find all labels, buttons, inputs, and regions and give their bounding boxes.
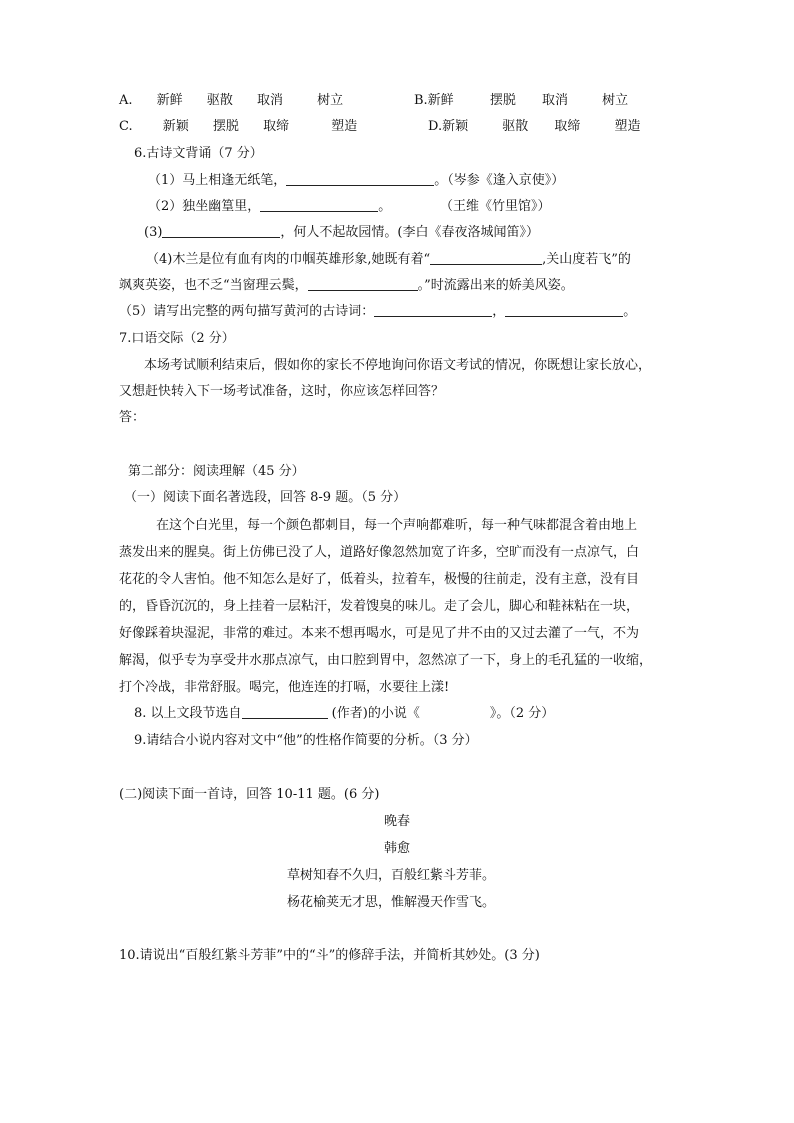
poem-author: 韩愈 <box>384 841 411 856</box>
q7-paragraph-line2: 又想赶快转入下一场考试准备，这时，你应该怎样回答？ <box>119 384 445 399</box>
q6-line4b <box>119 276 574 296</box>
q8-pre: 8. 以上文段节选自 <box>134 706 242 721</box>
q6-line3 <box>144 223 539 243</box>
option-c-word2: 摆脱 <box>212 119 239 134</box>
q6-l4b-post: 。”时流露出来的娇美风姿。 <box>417 278 574 293</box>
option-c-word4: 塑造 <box>331 119 358 134</box>
option-d-word3: 取缔 <box>554 119 581 134</box>
part2-title: 第二部分：阅读理解（45 分） <box>128 464 305 479</box>
option-d-word2: 驱散 <box>502 119 529 134</box>
q6-blank1[interactable] <box>286 171 434 186</box>
q6-l2-pre: （2）独坐幽篁里， <box>148 199 261 214</box>
q6-l3-post: ，何人不起故园情。(李白《春夜洛城闻笛》） <box>280 225 539 240</box>
q6-blank4b[interactable] <box>308 276 418 291</box>
q6-l1-post: 。（岑参《逢入京使》） <box>434 173 565 188</box>
option-c-row <box>119 117 357 137</box>
q6-title: 6.古诗文背诵（7 分） <box>134 146 263 161</box>
q6-blank3[interactable] <box>162 223 280 238</box>
option-b-row <box>414 91 628 111</box>
option-d-word4: 塑造 <box>614 119 641 134</box>
option-a-word2: 驱散 <box>206 93 233 108</box>
q6-blank2[interactable] <box>260 197 378 212</box>
option-a-letter: A. <box>119 93 133 108</box>
q10-line: 10.请说出“百般红紫斗芳菲”中的“斗”的修辞手法，并简析其妙处。(3 分) <box>119 948 540 963</box>
q6-l2-mid: 。 <box>378 199 392 214</box>
option-c-word1: 新颖 <box>162 119 189 134</box>
q6-l4b-pre: 飒爽英姿，也不乏“当窗理云鬓， <box>119 278 308 293</box>
q6-blank5b[interactable] <box>505 302 623 317</box>
section2-title: (二)阅读下面一首诗，回答 10-11 题。(6 分) <box>119 787 380 802</box>
q8-line <box>134 704 554 724</box>
q6-l5-post: 。 <box>623 304 637 319</box>
section1-title: （一）阅读下面名著选段，回答 8-9 题。（5 分） <box>124 490 407 505</box>
passage-line: 的，昏昏沉沉的，身上挂着一层粘汗，发着馊臭的味儿。走了会儿，脚心和鞋袜粘在一块， <box>119 599 640 614</box>
q6-line1 <box>148 171 564 191</box>
option-b-word4: 树立 <box>602 93 629 108</box>
passage-line: 打个冷战，非常舒服。喝完，他连连的打嗝，水要往上漾! <box>119 680 450 695</box>
q6-line2-source: （王维《竹里馆》） <box>440 199 551 214</box>
q6-blank5a[interactable] <box>374 302 492 317</box>
passage-line: 解渴，似乎专为享受井水那点凉气，由口腔到胃中，忽然凉了一下，身上的毛孔猛的一收缩， <box>119 653 653 668</box>
q6-l4a-post: ,关山度若飞”的 <box>542 252 631 267</box>
passage-line: 花花的令人害怕。他不知怎么是好了，低着头，拉着车，极慢的往前走，没有主意，没有目 <box>119 572 640 587</box>
q6-blank4a[interactable] <box>430 250 542 265</box>
option-a-row <box>119 91 343 111</box>
q7-title: 7.口语交际（2 分） <box>119 331 235 346</box>
q6-l5-mid: ， <box>492 304 506 319</box>
poem-title: 晚春 <box>384 814 411 829</box>
passage-line: 好像踩着块湿泥，非常的难过。本来不想再喝水，可是见了井不由的又过去灌了一气，不为 <box>119 626 640 641</box>
option-d-word1: D.新颖 <box>428 119 469 134</box>
q8-author-blank[interactable] <box>242 704 328 719</box>
q6-line4a <box>146 250 631 270</box>
q6-l5-pre: （5）请写出完整的两句描写黄河的古诗词： <box>119 304 375 319</box>
q7-answer-label: 答： <box>119 410 146 425</box>
q8-post: 》。（2 分） <box>489 706 555 721</box>
q6-line2 <box>148 197 391 217</box>
passage-line: 蒸发出来的腥臭。街上仿佛已没了人，道路好像忽然加宽了许多，空旷而没有一点凉气，白 <box>119 545 640 560</box>
passage-line: 在这个白光里，每一个颜色都刺目，每一个声响都难听，每一种气味都混含着由地上 <box>156 518 638 533</box>
option-b-word3: 取消 <box>541 93 568 108</box>
q7-paragraph-line1: 本场考试顺利结束后，假如你的家长不停地询问你语文考试的情况，你既想让家长放心， <box>144 358 652 373</box>
q6-l4a-pre: （4)木兰是位有血有肉的巾帼英雄形象,她既有着“ <box>146 252 431 267</box>
option-b-word2: 摆脱 <box>489 93 516 108</box>
option-c-letter: C. <box>119 119 133 134</box>
poem-line2: 杨花榆荚无才思，惟解漫天作雪飞。 <box>287 895 496 910</box>
q8-mid: (作者)的小说《 <box>327 706 420 721</box>
q9-line: 9.请结合小说内容对文中“他”的性格作简要的分析。（3 分） <box>134 733 478 748</box>
option-a-word4: 树立 <box>317 93 344 108</box>
option-a-word3: 取消 <box>256 93 283 108</box>
poem-line1: 草树知春不久归，百般红紫斗芳菲。 <box>287 868 496 883</box>
q6-l3-pre: (3) <box>144 225 163 240</box>
option-c-word3: 取缔 <box>263 119 290 134</box>
q6-l1-pre: （1）马上相逢无纸笔， <box>148 173 287 188</box>
option-b-word1: B.新鲜 <box>414 93 454 108</box>
option-d-row <box>428 117 641 137</box>
q6-line5 <box>119 302 636 322</box>
option-a-word1: 新鲜 <box>156 93 183 108</box>
